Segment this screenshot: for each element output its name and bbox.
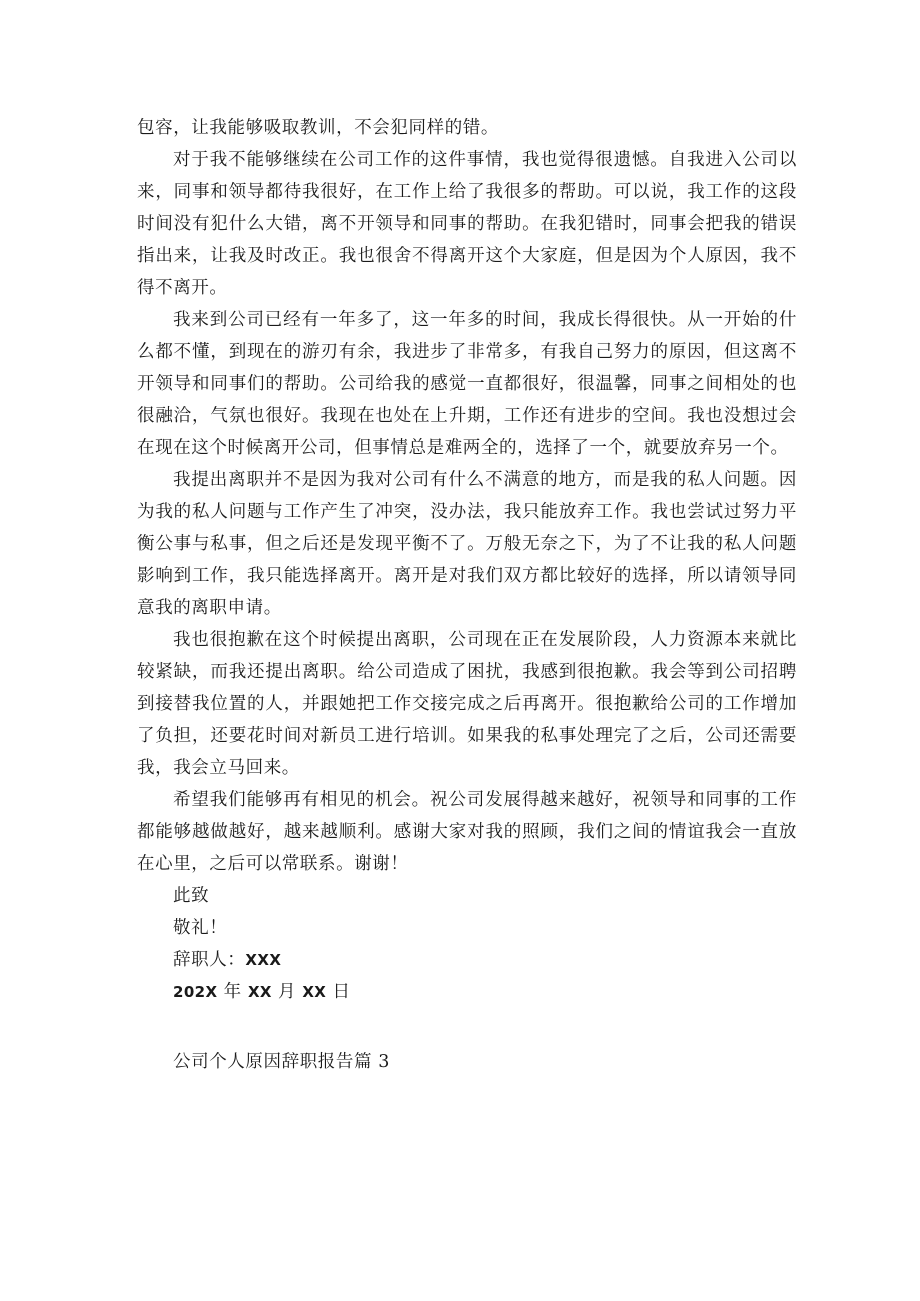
next-section-title: 公司个人原因辞职报告篇 3 (173, 1052, 390, 1072)
signer-name: XXX (245, 951, 282, 969)
paragraph-2: 对于我不能够继续在公司工作的这件事情，我也觉得很遗憾。自我进入公司以来，同事和领导都待我很好，在工作上给了我很多的帮助。可以说，我工作的这段时间没有犯什么大错，离不开领导和同事的帮助。在我犯错时，同事会把我的错误指出来，让我及时改正。我也很舍不得离开这个大家庭，但是因为个人原因，我不得不离开。 (137, 150, 797, 298)
signer-line (137, 944, 797, 976)
closing-regards: 敬礼！ (173, 918, 228, 938)
paragraph-3: 我来到公司已经有一年多了，这一年多的时间，我成长得很快。从一开始的什么都不懂，到现在的游刃有余，我进步了非常多，有我自己努力的原因，但这离不开领导和同事们的帮助。公司给我的感觉一直都很好，很温馨，同事之间相处的也很融洽，气氛也很好。我现在也处在上升期，工作还有进步的空间。我也没想过会在现在这个时候离开公司，但事情总是难两全的，选择了一个，就要放弃另一个。 (137, 310, 797, 458)
paragraph-6: 希望我们能够再有相见的机会。祝公司发展得越来越好，祝领导和同事的工作都能够越做越好，越来越顺利。感谢大家对我的照顾，我们之间的情谊我会一直放在心里，之后可以常联系。谢谢！ (137, 790, 797, 874)
date-year-unit: 年 (223, 982, 242, 1002)
date-line (137, 976, 797, 1008)
paragraph-4: 我提出离职并不是因为我对公司有什么不满意的地方，而是我的私人问题。因为我的私人问题与工作产生了冲突，没办法，我只能放弃工作。我也尝试过努力平衡公事与私事，但之后还是发现平衡不了。万般无奈之下，为了不让我的私人问题影响到工作，我只能选择离开。离开是对我们双方都比较好的选择，所以请领导同意我的离职申请。 (137, 470, 797, 618)
date-day: XX (302, 983, 327, 1001)
closing-salutation: 此致 (173, 886, 210, 906)
date-month: XX (247, 983, 272, 1001)
date-month-unit: 月 (278, 982, 297, 1002)
paragraph-5: 我也很抱歉在这个时候提出离职，公司现在正在发展阶段，人力资源本来就比较紧缺，而我还提出离职。给公司造成了困扰，我感到很抱歉。我会等到公司招聘到接替我位置的人，并跟她把工作交接完成之后再离开。很抱歉给公司的工作增加了负担，还要花时间对新员工进行培训。如果我的私事处理完了之后，公司还需要我，我会立马回来。 (137, 630, 797, 778)
date-day-unit: 日 (332, 982, 351, 1002)
document-page (137, 112, 797, 1078)
paragraph-1: 包容，让我能够吸取教训，不会犯同样的错。 (137, 118, 499, 138)
date-year: 202X (173, 983, 218, 1001)
signer-label: 辞职人： (173, 950, 246, 970)
